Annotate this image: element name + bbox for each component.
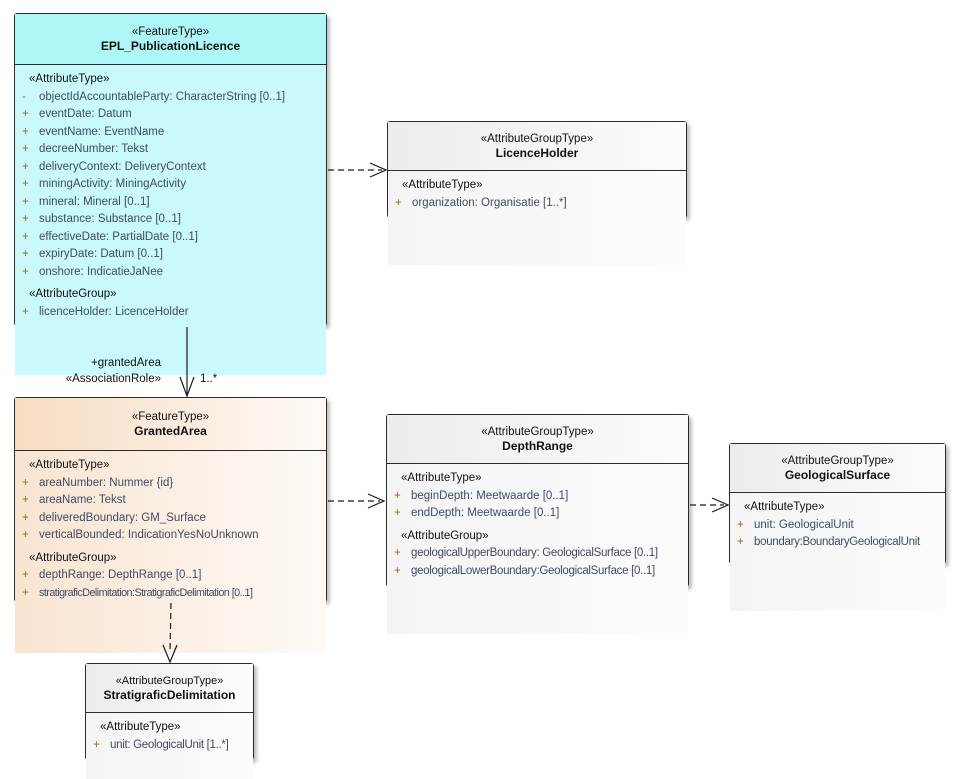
attribute-text: geologicalLowerBoundary:GeologicalSurface [0..1]	[411, 564, 655, 577]
class-stereotype: «AttributeGroupType»	[480, 132, 594, 145]
visibility-marker: +	[394, 547, 401, 559]
dependency-arrow-epl-licenceholder[interactable]	[328, 163, 386, 177]
attribute-row	[15, 475, 326, 493]
class-stereotype: «FeatureType»	[131, 410, 210, 423]
association-stereotype-label: «AssociationRole»	[65, 373, 161, 385]
attribute-row	[387, 488, 688, 506]
visibility-marker: +	[22, 108, 29, 120]
class-compartment	[15, 450, 326, 653]
visibility-marker: -	[22, 90, 26, 103]
class-grantedarea[interactable]	[14, 397, 327, 602]
attribute-text: verticalBounded: IndicationYesNoUnknown	[39, 529, 259, 541]
class-name: LicenceHolder	[495, 145, 579, 160]
attribute-row	[730, 534, 945, 552]
attribute-text: areaNumber: Nummer {id}	[39, 476, 174, 489]
attribute-row	[15, 194, 326, 212]
class-geologicalsurface[interactable]	[729, 443, 946, 564]
attribute-section-heading: «AttributeType»	[744, 501, 825, 513]
attribute-text: effectiveDate: PartialDate [0..1]	[39, 230, 198, 243]
attribute-row	[15, 567, 326, 585]
class-stereotype: «AttributeGroupType»	[115, 674, 224, 687]
visibility-marker: +	[394, 507, 401, 519]
attribute-text: mineral: Mineral [0..1]	[39, 195, 150, 208]
class-header	[15, 14, 326, 64]
class-epl-publicationlicence[interactable]	[14, 13, 327, 326]
attribute-row	[15, 510, 326, 528]
visibility-marker: +	[93, 738, 100, 751]
attribute-text: miningActivity: MiningActivity	[39, 178, 186, 190]
visibility-marker: +	[22, 230, 29, 243]
attribute-text: licenceHolder: LicenceHolder	[39, 305, 189, 318]
visibility-marker: +	[22, 569, 29, 581]
visibility-marker: +	[22, 125, 29, 138]
attribute-text: decreeNumber: Tekst	[39, 143, 149, 155]
attribute-text: unit: GeologicalUnit [1..*]	[110, 738, 229, 751]
visibility-marker: +	[395, 196, 402, 209]
attribute-section-heading: «AttributeType»	[29, 73, 110, 85]
attribute-text: endDepth: Meetwaarde [0..1]	[411, 507, 560, 519]
visibility-marker: +	[22, 511, 29, 524]
attribute-text: deliveredBoundary: GM_Surface	[39, 511, 206, 524]
class-compartment	[15, 64, 326, 375]
attribute-text: eventName: EventName	[39, 125, 165, 138]
dependency-arrow-depthrange-geologicalsurface[interactable]	[690, 498, 728, 512]
class-stereotype: «AttributeGroupType»	[481, 425, 594, 438]
attribute-row	[15, 106, 326, 124]
visibility-marker: +	[22, 195, 29, 208]
class-name: DepthRange	[502, 438, 573, 453]
attributegroup-section-heading: «AttributeGroup»	[29, 288, 117, 300]
class-name: GeologicalSurface	[784, 467, 891, 482]
attribute-row	[15, 176, 326, 194]
attribute-row	[15, 264, 326, 282]
attribute-row	[387, 505, 688, 523]
visibility-marker: +	[22, 476, 29, 489]
attribute-text: deliveryContext: DeliveryContext	[39, 160, 206, 173]
visibility-marker: +	[22, 529, 29, 541]
class-compartment	[388, 170, 686, 265]
class-compartment	[730, 492, 945, 611]
attribute-text: objectIdAccountableParty: CharacterString [0..1]	[39, 90, 286, 103]
attribute-row	[15, 492, 326, 510]
visibility-marker: +	[22, 265, 29, 278]
attribute-row	[15, 527, 326, 545]
attribute-row	[15, 124, 326, 142]
attribute-row	[730, 517, 945, 535]
class-header	[86, 664, 253, 712]
class-header	[730, 444, 945, 492]
class-depthrange[interactable]	[386, 414, 689, 587]
class-compartment	[387, 463, 688, 634]
attribute-text: geologicalUpperBoundary: GeologicalSurface [0..1]	[411, 547, 658, 559]
attribute-text: areaName: Tekst	[39, 494, 126, 506]
attribute-row	[387, 563, 688, 581]
attribute-row	[15, 304, 326, 322]
class-stratigraficdelimitation[interactable]	[85, 663, 254, 760]
attribute-text: stratigraficDelimitation:StratigraficDelimitation [0..1]	[39, 586, 253, 599]
class-licenceholder[interactable]	[387, 121, 687, 218]
attribute-row	[15, 246, 326, 264]
attribute-row	[388, 195, 686, 213]
class-header	[387, 415, 688, 463]
visibility-marker: +	[22, 305, 29, 318]
visibility-marker: +	[394, 564, 401, 577]
attribute-row	[15, 211, 326, 229]
attribute-row	[86, 737, 253, 755]
visibility-marker: +	[22, 160, 29, 173]
attribute-section-heading: «AttributeType»	[100, 721, 181, 733]
visibility-marker: +	[22, 143, 29, 155]
class-header	[15, 398, 326, 450]
class-compartment	[86, 712, 253, 779]
attribute-text: onshore: IndicatieJaNee	[39, 265, 164, 278]
attributegroup-section-heading: «AttributeGroup»	[29, 551, 117, 564]
attribute-text: beginDepth: Meetwaarde [0..1]	[411, 489, 569, 502]
attribute-text: organization: Organisatie [1..*]	[412, 196, 567, 209]
class-stereotype: «FeatureType»	[131, 25, 210, 38]
attribute-text: substance: Substance [0..1]	[39, 213, 181, 225]
attribute-section-heading: «AttributeType»	[29, 459, 110, 471]
attributegroup-section-heading: «AttributeGroup»	[401, 529, 489, 542]
visibility-marker: +	[22, 494, 29, 506]
attribute-row	[15, 141, 326, 159]
visibility-marker: +	[737, 536, 744, 548]
visibility-marker: +	[22, 248, 29, 260]
class-stereotype: «AttributeGroupType»	[781, 454, 894, 467]
association-multiplicity: 1..*	[200, 373, 218, 385]
visibility-marker: +	[394, 489, 401, 502]
attribute-text: boundary:BoundaryGeologicalUnit	[754, 536, 920, 548]
attribute-row	[387, 545, 688, 563]
visibility-marker: +	[737, 518, 744, 531]
attribute-row	[15, 229, 326, 247]
attribute-text: eventDate: Datum	[39, 108, 132, 120]
class-name: StratigraficDelimitation	[103, 687, 236, 702]
attribute-text: expiryDate: Datum [0..1]	[39, 248, 163, 260]
attribute-text: unit: GeologicalUnit	[754, 518, 854, 531]
dependency-arrow-grantedarea-depthrange[interactable]	[328, 494, 384, 508]
association-role-name: +grantedArea	[90, 357, 161, 369]
visibility-marker: +	[22, 586, 29, 599]
class-name: GrantedArea	[134, 423, 207, 438]
attribute-section-heading: «AttributeType»	[401, 472, 482, 484]
visibility-marker: +	[22, 178, 29, 190]
visibility-marker: +	[22, 213, 29, 225]
attribute-row	[15, 585, 326, 603]
attribute-row	[15, 159, 326, 177]
attribute-row	[15, 89, 326, 107]
attribute-text: depthRange: DepthRange [0..1]	[39, 569, 202, 581]
attribute-section-heading: «AttributeType»	[402, 179, 483, 191]
class-header	[388, 122, 686, 170]
class-name: EPL_PublicationLicence	[100, 38, 241, 53]
